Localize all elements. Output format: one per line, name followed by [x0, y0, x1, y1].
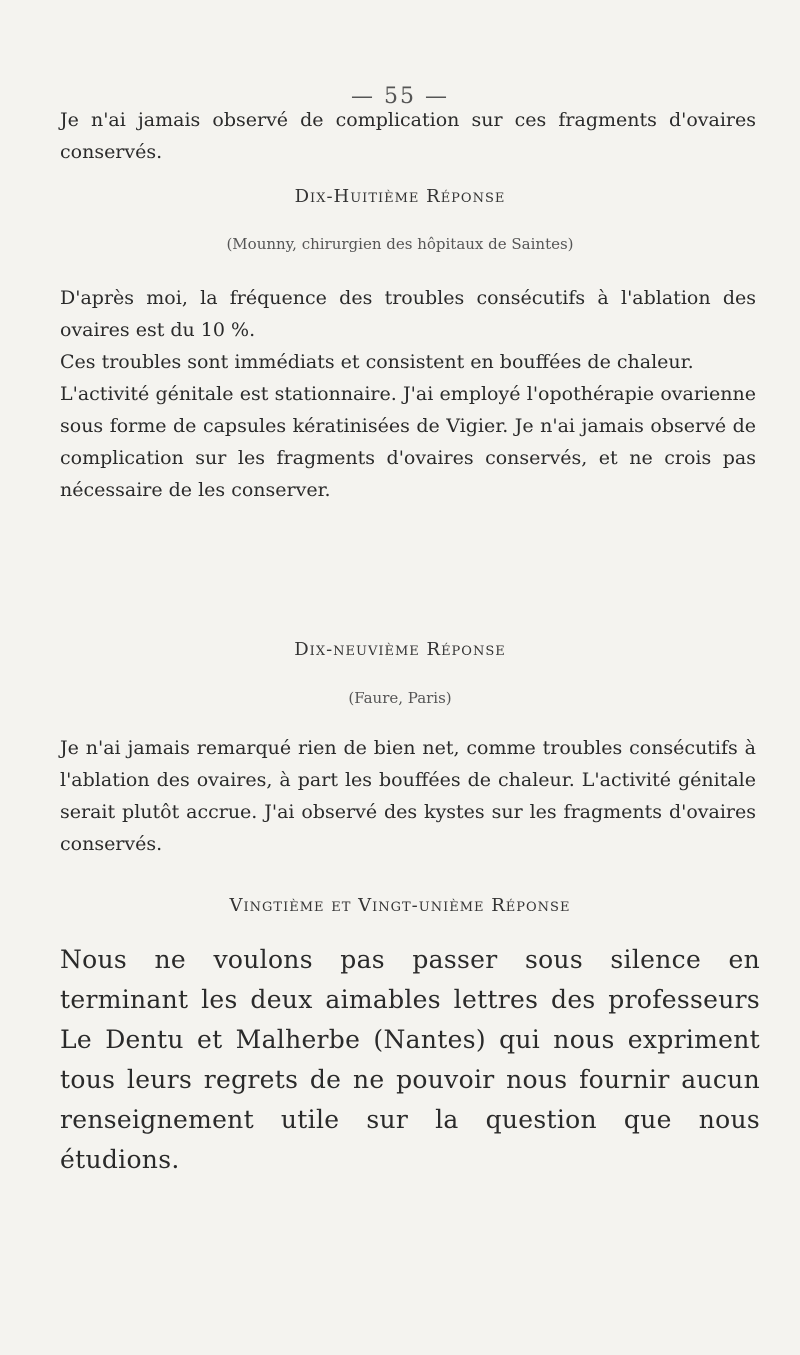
paragraph-20-1: Nous ne voulons pas passer sous silence en terminant les deux aimables lettres des professeurs Le Dentu et Malherbe (Nantes) qui nous expriment tous leurs regrets de ne pouvoir nous fournir aucun renseignement utile sur la question que nous étudions. — [60, 945, 760, 1174]
section-heading-20: Vingtième et Vingt-unième Réponse — [229, 895, 571, 916]
paragraph-19-1: Je n'ai jamais remarqué rien de bien net, comme troubles consécutifs à l'ablation des ovaires, à part les bouffées de chaleur. L'activité génitale serait plutôt accrue. J'ai observé des kystes sur les fragments d'ovaires conservés. — [60, 737, 756, 855]
paragraph-18-2: Ces troubles sont immédiats et consistent en bouffées de chaleur. — [60, 351, 694, 373]
section-author-18: (Mounny, chirurgien des hôpitaux de Saintes) — [226, 235, 574, 253]
section-author-19: (Faure, Paris) — [348, 689, 452, 707]
paragraph-18-3: L'activité génitale est stationnaire. J'ai employé l'opothérapie ovarienne sous forme de capsules kératinisées de Vigier. Je n'ai jamais observé de complication sur les fragments d'ovaires conservés, et ne crois pas nécessaire de les conserver. — [60, 383, 756, 501]
paragraph-18-1: D'après moi, la fréquence des troubles consécutifs à l'ablation des ovaires est du 10 %. — [60, 287, 756, 341]
section-heading-19: Dix-neuvième Réponse — [294, 639, 506, 660]
section-heading-18: Dix-Huitième Réponse — [294, 186, 506, 207]
intro-paragraph: Je n'ai jamais observé de complication sur ces fragments d'ovaires conservés. — [60, 109, 756, 163]
page-number: — 55 — — [351, 84, 449, 109]
